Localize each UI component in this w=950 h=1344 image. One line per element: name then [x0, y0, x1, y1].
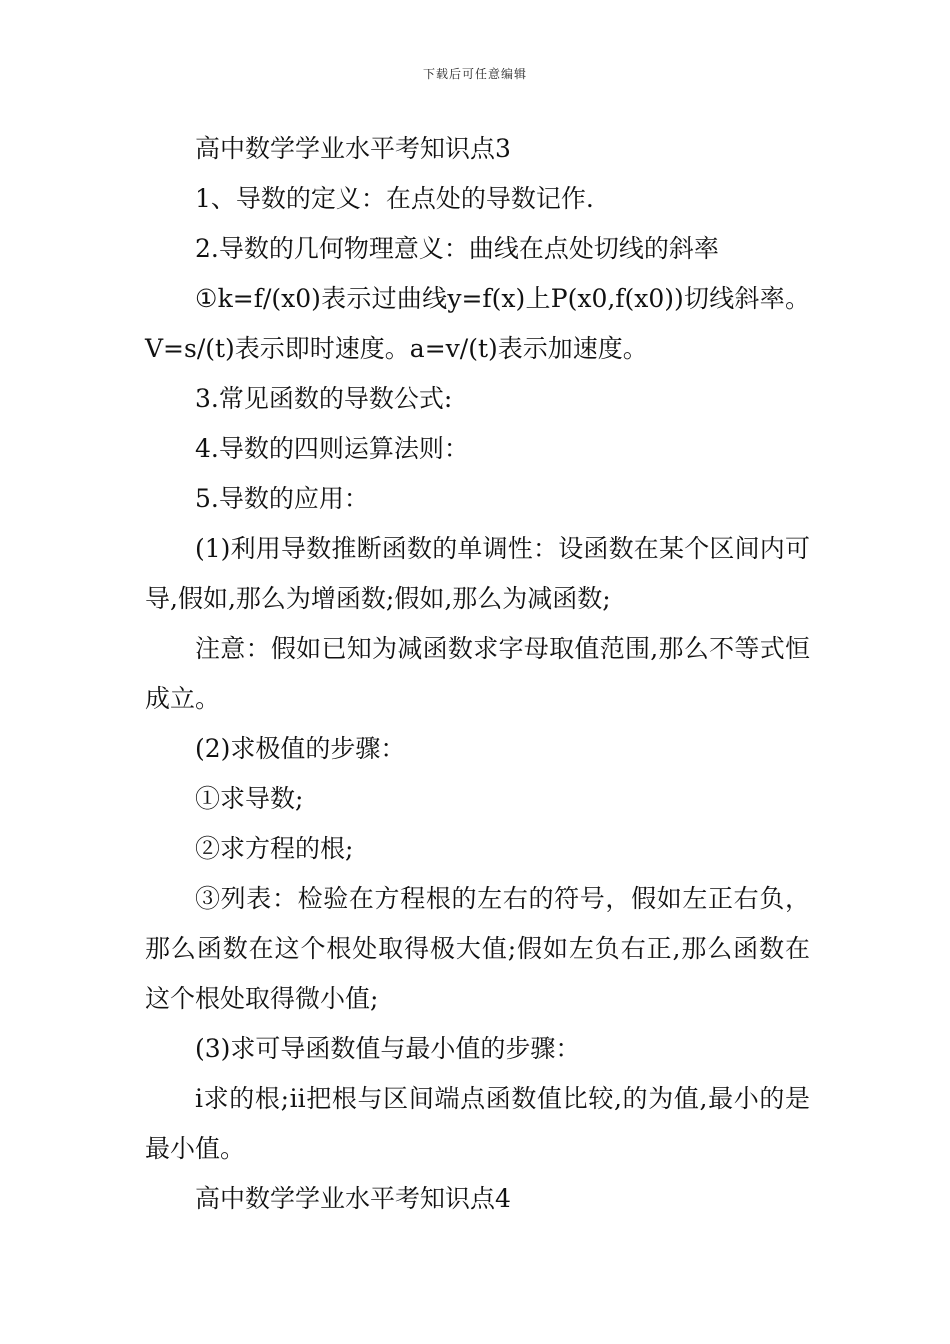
paragraph-common-formulas: 3.常见函数的导数公式: — [195, 384, 453, 413]
paragraph-step-2: ②求方程的根; — [195, 834, 354, 863]
header-note: 下载后可任意编辑 — [422, 67, 527, 81]
paragraph-arithmetic-rules: 4.导数的四则运算法则： — [195, 434, 469, 463]
paragraph-derivative-definition: 1、导数的定义：在点处的导数记作. — [195, 184, 594, 213]
document-body — [145, 124, 810, 1224]
paragraph-roman-steps: ⅰ求的根;ⅱ把根与区间端点函数值比较,的为值,最小的是最小值。 — [145, 1084, 810, 1163]
paragraph-extrema-steps: (2)求极值的步骤： — [195, 734, 406, 763]
paragraph-step-3: ③列表：检验在方程根的左右的符号，假如左正右负，那么函数在这个根处取得极大值;假如左负右正,那么函数在这个根处取得微小值; — [145, 884, 810, 1013]
paragraph-note: 注意：假如已知为减函数求字母取值范围,那么不等式恒成立。 — [145, 634, 810, 713]
section-title-4: 高中数学学业水平考知识点4 — [195, 1184, 511, 1213]
section-title-3: 高中数学学业水平考知识点3 — [195, 134, 511, 163]
paragraph-max-min-steps: (3)求可导函数值与最小值的步骤： — [195, 1034, 581, 1063]
paragraph-monotonicity: (1)利用导数推断函数的单调性：设函数在某个区间内可导,假如,那么为增函数;假如,那么为减函数; — [145, 534, 810, 613]
paragraph-slope-velocity-acceleration: ①k=f/(x0)表示过曲线y=f(x)上P(x0,f(x0))切线斜率。V=s/(t)表示即时速度。a=v/(t)表示加速度。 — [145, 284, 810, 363]
paragraph-geometric-meaning: 2.导数的几何物理意义：曲线在点处切线的斜率 — [195, 234, 719, 263]
paragraph-step-1: ①求导数; — [195, 784, 304, 813]
paragraph-applications: 5.导数的应用： — [195, 484, 369, 513]
